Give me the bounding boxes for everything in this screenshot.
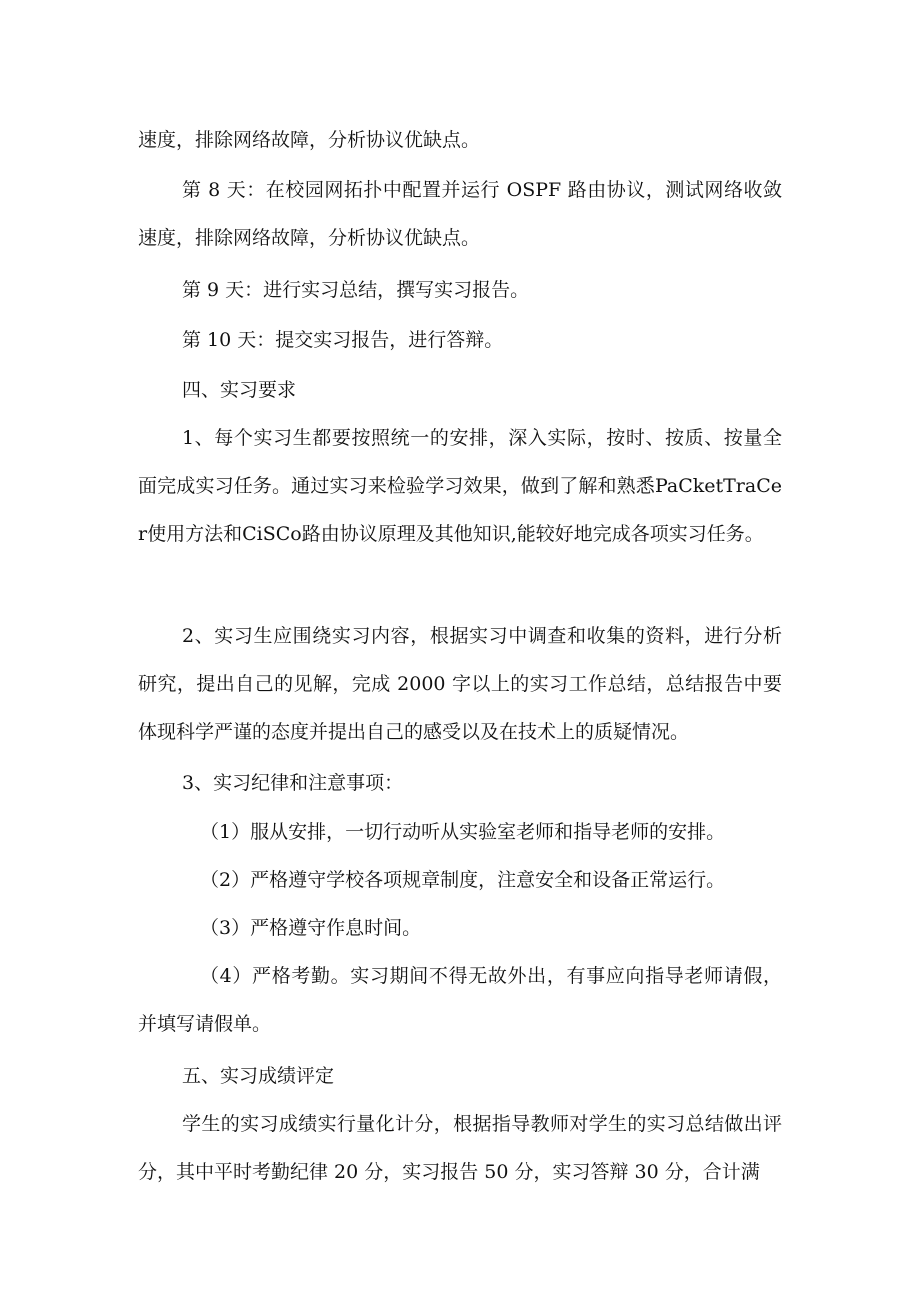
paragraph-requirement-3: 3、实习纪律和注意事项：	[182, 772, 404, 794]
paragraph-day-9: 第 9 天：进行实习总结，撰写实习报告。	[182, 279, 530, 301]
rule-item-1: （1）服从安排，一切行动听从实验室老师和指导老师的安排。	[200, 821, 726, 843]
section-heading-requirements: 四、实习要求	[182, 379, 297, 401]
rule-item-3: （3）严格遵守作息时间。	[200, 917, 422, 939]
rule-item-4: （4）严格考勤。实习期间不得无故外出，有事应向指导老师请假，并填写请假单。	[138, 965, 782, 1035]
paragraph-day-10: 第 10 天：提交实习报告，进行答辩。	[182, 329, 504, 351]
paragraph-continuation: 速度，排除网络故障，分析协议优缺点。	[138, 129, 481, 151]
section-heading-grading: 五、实习成绩评定	[182, 1065, 335, 1087]
paragraph-day-8: 第 8 天：在校园网拓扑中配置并运行 OSPF 路由协议，测试网络收敛速度，排除网络故障，分析协议优缺点。	[138, 179, 782, 249]
rule-item-2: （2）严格遵守学校各项规章制度，注意安全和设备正常运行。	[200, 869, 726, 891]
paragraph-requirement-2: 2、实习生应围绕实习内容，根据实习中调查和收集的资料，进行分析研究，提出自己的见解，完成 2000 字以上的实习工作总结，总结报告中要体现科学严谨的态度并提出自己的感受以及在技术上的质疑情况。	[138, 625, 782, 743]
paragraph-grading: 学生的实习成绩实行量化计分，根据指导教师对学生的实习总结做出评分，其中平时考勤纪律 20 分，实习报告 50 分，实习答辩 30 分，合计满	[138, 1113, 782, 1183]
paragraph-requirement-1: 1、每个实习生都要按照统一的安排，深入实际，按时、按质、按量全面完成实习任务。通过实习来检验学习效果，做到了解和熟悉PaCketTraCer使用方法和CiSCo路由协议原理及其他知识,能较好地完成各项实习任务。	[138, 427, 782, 545]
